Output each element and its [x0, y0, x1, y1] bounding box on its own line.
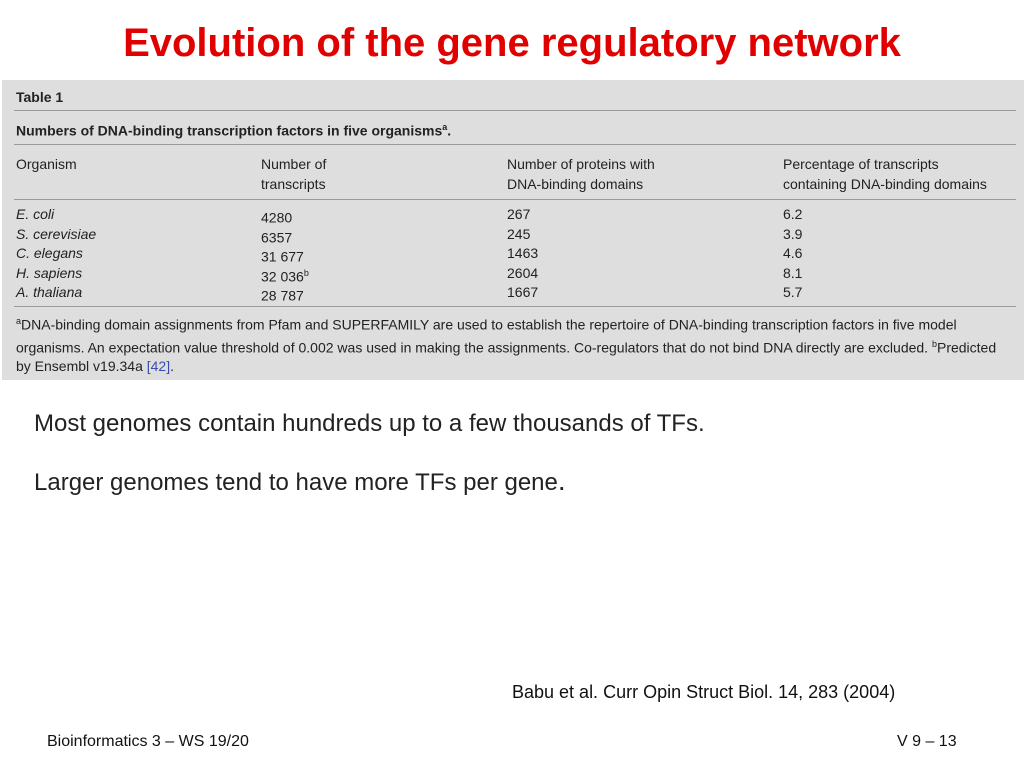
- footer-slide-number: V 9 – 13: [897, 733, 957, 750]
- percent-cell: 8.1: [783, 264, 803, 281]
- percent-cell: 4.6: [783, 245, 803, 262]
- percent-cell: 3.9: [783, 225, 803, 242]
- body-text-line-2: [34, 465, 566, 497]
- percent-cell: 6.2: [783, 206, 803, 222]
- body-text-line-2-text: Larger genomes tend to have more TFs per gene: [34, 469, 558, 496]
- table-footnote: [16, 312, 1006, 376]
- body-text-line-2-period: .: [557, 465, 566, 496]
- organism-cell: S. cerevisiae: [16, 225, 97, 242]
- header-proteins: Number of proteins with DNA-binding domains: [507, 156, 655, 192]
- header-organism: Organism: [16, 156, 77, 172]
- table-row: [2, 264, 1024, 284]
- table-body: [2, 205, 1024, 305]
- table-caption-end: .: [447, 122, 452, 139]
- footer-course: Bioinformatics 3 – WS 19/20: [47, 733, 249, 750]
- table-image: [2, 80, 1024, 380]
- footnote-end: .: [170, 358, 174, 375]
- organism-cell: A. thaliana: [16, 284, 83, 301]
- transcripts-cell: [261, 283, 304, 306]
- organism-cell: C. elegans: [16, 245, 83, 262]
- transcripts-value: 31 677: [261, 248, 304, 265]
- slide-title: Evolution of the gene regulatory network: [123, 21, 901, 65]
- body-text-line-1: Most genomes contain hundreds up to a few thousands of TFs.: [34, 410, 705, 437]
- table-top-rule: [14, 110, 1016, 111]
- table-label: Table 1: [16, 89, 64, 105]
- footnote-b-marker: b: [931, 338, 937, 349]
- transcripts-sup: b: [303, 267, 309, 278]
- table-header-bottom-rule: [14, 199, 1016, 200]
- table-row: [2, 244, 1024, 264]
- proteins-cell: 1667: [507, 284, 539, 301]
- proteins-cell: 1463: [507, 245, 539, 262]
- footnote-b-text: Predicted by Ensembl v19.34a: [16, 339, 997, 375]
- table-caption-sup: a: [442, 122, 448, 132]
- organism-cell: E. coli: [16, 206, 55, 222]
- table-caption: [16, 122, 451, 139]
- organism-cell: H. sapiens: [16, 264, 83, 281]
- footnote-a-marker: a: [16, 316, 22, 326]
- transcripts-value: 4280: [261, 209, 293, 226]
- citation: Babu et al. Curr Opin Struct Biol. 14, 283 (2004): [512, 682, 896, 702]
- percent-cell: 5.7: [783, 284, 803, 301]
- proteins-cell: 267: [507, 206, 531, 222]
- proteins-cell: 2604: [507, 264, 539, 281]
- table-caption-text: Numbers of DNA-binding transcription factors in five organisms: [16, 122, 443, 139]
- table-bottom-rule: [14, 306, 1016, 307]
- header-percentage: Percentage of transcripts containing DNA-binding domains: [783, 156, 987, 192]
- transcripts-value: 6357: [261, 229, 293, 246]
- transcripts-value: 32 036: [261, 268, 304, 285]
- proteins-cell: 245: [507, 225, 531, 242]
- table-row: [2, 205, 1024, 225]
- transcripts-value: 28 787: [261, 288, 304, 305]
- table-row: [2, 225, 1024, 245]
- table-header-top-rule: [14, 144, 1016, 145]
- header-transcripts: Number of transcripts: [261, 156, 327, 192]
- footnote-a-text: DNA-binding domain assignments from Pfam and SUPERFAMILY are used to establish the repertoire of DNA-binding transcription factors in five model organisms. An expectation value threshold of 0.002 was used in making the assignments. Co-regulators that do not bind DNA directly are excluded.: [16, 316, 957, 356]
- footnote-reference-link[interactable]: [42]: [146, 358, 171, 375]
- table-row: [2, 283, 1024, 303]
